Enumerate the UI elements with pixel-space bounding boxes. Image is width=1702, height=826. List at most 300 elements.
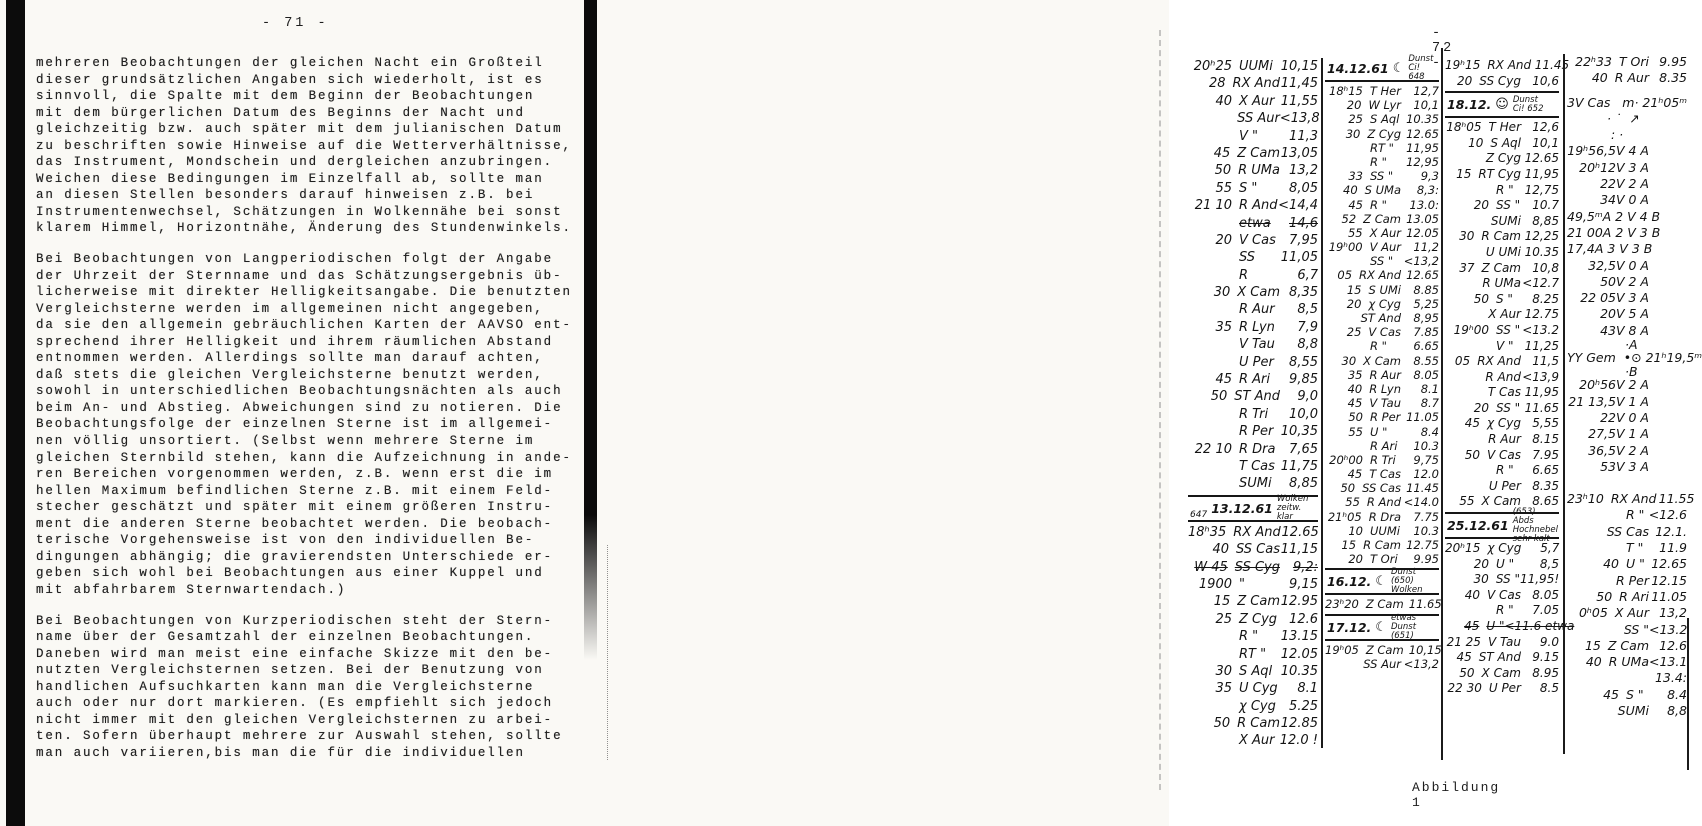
- obs-star: R Ari: [1370, 438, 1398, 453]
- observation-row: [1188, 715, 1318, 732]
- obs-star: χ Cyg: [1486, 416, 1521, 431]
- obs-mag: 8.05: [1413, 367, 1439, 382]
- observation-row: [1188, 593, 1318, 610]
- text-line: geben sich wohl bei Beobachtungen aus einer Kuppel und: [36, 566, 544, 581]
- obs-star: W Lyr: [1368, 98, 1401, 113]
- sketch-note: : ·: [1607, 127, 1624, 143]
- obs-mag: 8.15: [1532, 432, 1559, 447]
- obs-mag: <13.2: [1522, 322, 1559, 337]
- obs-mag: 11,25: [1524, 338, 1559, 353]
- obs-mag: 13.05: [1406, 211, 1439, 226]
- obs-star: V 0 A: [1615, 409, 1649, 425]
- obs-star: R And: [1366, 495, 1401, 510]
- observation-row: [1445, 416, 1559, 432]
- obs-time: 19ʰ05: [1325, 642, 1359, 657]
- observation-row: [1567, 241, 1687, 257]
- obs-time: 55: [1347, 225, 1363, 240]
- obs-star: SUMi: [1490, 213, 1521, 228]
- obs-time: 15: [1213, 594, 1231, 610]
- obs-time: 15: [1341, 538, 1357, 552]
- obs-mag: 9.95: [1413, 552, 1439, 567]
- obs-mag: 10,35: [1280, 424, 1318, 440]
- obs-star: V 3 A: [1615, 290, 1649, 306]
- obs-mag: 10.3: [1413, 523, 1439, 538]
- column-divider: [1321, 58, 1323, 748]
- left-page: [0, 0, 584, 826]
- observation-row: [1445, 541, 1559, 557]
- obs-star: X Cam: [1481, 494, 1521, 509]
- obs-star: T Cas: [1239, 458, 1275, 474]
- obs-star: S Aql: [1239, 663, 1273, 679]
- obs-mag: 8,8: [1297, 337, 1318, 353]
- obs-column-4: [1567, 54, 1702, 719]
- obs-star: Z Cyg: [1367, 126, 1401, 141]
- obs-mag: 9,0: [1297, 389, 1318, 405]
- obs-mag: 12,75: [1524, 182, 1559, 197]
- observation-row: [1567, 306, 1687, 322]
- observation-row: [1445, 588, 1559, 604]
- obs-star: U ": [1626, 556, 1645, 572]
- obs-time: 55: [1459, 494, 1475, 509]
- obs-star: R ": [1496, 603, 1514, 618]
- obs-star: X Aur: [1614, 605, 1649, 621]
- sketch-note: 3V Cas m· 21ʰ05ᵐ: [1567, 94, 1688, 110]
- text-line: sowohl in unterschiedlichen Beobachtungsnächten als auch: [36, 384, 563, 399]
- obs-time: 20: [1473, 198, 1489, 213]
- text-line: mehreren Beobachtungen der gleichen Nacht ein Großteil: [36, 56, 544, 70]
- obs-mag: 8.7: [1420, 396, 1439, 411]
- column-divider: [1563, 54, 1565, 754]
- obs-mag: 12.75: [1406, 538, 1439, 552]
- obs-time: 23ʰ10: [1567, 491, 1604, 507]
- obs-mag: <12.7: [1522, 276, 1559, 291]
- observation-row: [1445, 479, 1559, 495]
- obs-time: 40: [1215, 93, 1232, 109]
- observation-row: [1567, 654, 1687, 670]
- text-line: Beobachtungsfolge der einzelnen Sterne ist im allgemei-: [36, 417, 554, 432]
- observation-row: [1445, 261, 1559, 277]
- text-line: nutzten Vergleichsternen setzen. Bei der Benutzung von: [36, 663, 544, 678]
- observation-row: [1188, 336, 1318, 353]
- observation-row: [1567, 394, 1687, 410]
- obs-star: R Ari: [1619, 588, 1649, 604]
- observation-row: [1445, 650, 1559, 666]
- sketch-note: ·B: [1625, 364, 1638, 380]
- obs-mag: 11.45: [1534, 58, 1570, 72]
- observation-row: [1445, 603, 1559, 619]
- obs-time: 30: [1341, 353, 1357, 368]
- text-line: sprechend ihrer Helligkeit und ihrem räumlichen Abstand: [36, 334, 554, 349]
- weather-note: [1408, 55, 1437, 82]
- obs-star: V 2 A: [1615, 377, 1649, 393]
- obs-mag: 12.65: [1406, 126, 1439, 141]
- obs-mag: 11.05: [1406, 410, 1439, 425]
- observation-row: [1567, 290, 1687, 306]
- obs-star: X Aur: [1239, 93, 1275, 109]
- text-line: mit dem bürgerlichen Datum des Beginns der Nacht und: [36, 105, 525, 120]
- observation-row: [1188, 249, 1318, 266]
- obs-mag: 6.65: [1532, 463, 1559, 478]
- date-header: [1325, 614, 1439, 641]
- obs-time: 43: [1600, 322, 1616, 338]
- obs-time: 55: [1215, 180, 1232, 196]
- obs-mag: 10.3: [1413, 438, 1439, 453]
- obs-mag: 11,05: [1280, 250, 1318, 266]
- obs-star: V 2 A: [1615, 273, 1649, 289]
- observation-row: [1188, 541, 1318, 558]
- weather-note: [1277, 495, 1316, 522]
- obs-time: 55: [1345, 495, 1360, 510]
- observation-row: [1325, 354, 1439, 368]
- observation-row: [1445, 245, 1559, 261]
- observation-row: [1445, 120, 1559, 136]
- observation-row: [1445, 681, 1559, 697]
- observation-row: [1188, 406, 1318, 423]
- observation-row: [1325, 439, 1439, 453]
- obs-mag: <13,9: [1522, 369, 1559, 384]
- text-line: terische Vorgehensweise ist von den individuellen Be-: [36, 533, 535, 548]
- obs-star: T ": [1626, 540, 1644, 556]
- obs-time: 45: [1456, 650, 1472, 665]
- weather-note: [1391, 614, 1437, 641]
- text-line: da sie den allgemein gebräuchlichen Karten der AAVSO ent-: [36, 318, 572, 333]
- observation-row: [1567, 540, 1687, 556]
- observation-row: [1325, 524, 1439, 538]
- obs-time: 22: [1600, 176, 1616, 192]
- obs-mag: 12.65: [1406, 268, 1439, 283]
- obs-star: S Aql: [1370, 112, 1400, 127]
- obs-time: 18ʰ35: [1188, 524, 1227, 540]
- obs-star: R UMa: [1608, 654, 1649, 670]
- weather-note-line: Dunst: [1408, 54, 1434, 64]
- obs-time: 52: [1341, 211, 1357, 226]
- obs-star: RT Cyg: [1478, 166, 1521, 181]
- obs-column-1: [1188, 58, 1318, 750]
- observation-row: [1188, 180, 1318, 197]
- obs-time: 45: [1464, 619, 1480, 633]
- obs-star: R Dra: [1239, 441, 1276, 457]
- obs-mag: 11,3: [1289, 128, 1318, 144]
- observation-row: [1567, 670, 1687, 686]
- obs-star: U ": [1496, 556, 1515, 571]
- obs-star: R ": [1239, 629, 1259, 645]
- observation-row: [1325, 396, 1439, 410]
- obs-time: 40: [1347, 381, 1363, 396]
- obs-mag: 10,15: [1280, 59, 1318, 74]
- obs-time: 45: [1347, 467, 1363, 482]
- obs-star: T Cas: [1369, 467, 1401, 482]
- date-text: 16.12.: [1327, 574, 1372, 590]
- obs-time: 22: [1600, 409, 1616, 425]
- obs-star: UUMi: [1239, 59, 1273, 74]
- obs-star: SS Cas: [1606, 523, 1649, 539]
- obs-time: 20: [1348, 552, 1363, 567]
- obs-star: RT ": [1239, 646, 1267, 662]
- obs-star: R Aur: [1614, 70, 1649, 86]
- observation-row: [1567, 160, 1687, 176]
- observation-row: [1325, 84, 1439, 98]
- obs-star: SS ": [1370, 169, 1394, 184]
- observation-row: [1325, 467, 1439, 481]
- date-text: 17.12.: [1327, 619, 1372, 635]
- obs-mag: 7.85: [1413, 325, 1439, 340]
- obs-mag: 8.35: [1532, 478, 1559, 493]
- obs-mag: <13,2: [1403, 656, 1439, 671]
- text-line: Vergleichsterne werden im allgemeinen nicht angegeben,: [36, 301, 544, 316]
- observation-row: [1325, 311, 1439, 325]
- obs-star: R Per: [1239, 424, 1274, 440]
- text-line: Weichen diese Bedingungen im Einzelfall ab, sollte man: [36, 171, 544, 186]
- obs-star: T Cas: [1487, 385, 1521, 400]
- date-header: [1188, 495, 1318, 522]
- observation-row: [1567, 176, 1687, 192]
- obs-star: S ": [1626, 686, 1644, 702]
- obs-time: 19ʰ00: [1453, 322, 1489, 337]
- obs-star: V 0 A: [1615, 257, 1649, 273]
- page-72-number: - 72 -: [1432, 26, 1455, 71]
- obs-star: T Ori: [1370, 552, 1398, 567]
- obs-time: 35: [1215, 681, 1232, 697]
- obs-mag: 12.85: [1280, 716, 1318, 732]
- text-line: licherweise mit direkter Helligkeitsangabe. Die benutzten: [36, 285, 572, 300]
- obs-time: 21 00: [1567, 224, 1603, 240]
- text-line: ment die anderen Sterne beobachtet werden. Die beobach-: [36, 516, 554, 531]
- obs-star: SS ": [1370, 254, 1394, 269]
- obs-mag: 12.65: [1651, 556, 1687, 572]
- obs-mag: 8,55: [1289, 354, 1318, 370]
- obs-mag: 9.95: [1659, 54, 1687, 69]
- obs-time: 30: [1345, 126, 1361, 141]
- observation-row: [1325, 657, 1439, 671]
- obs-mag: 7,65: [1289, 441, 1318, 457]
- obs-time: 20: [1473, 400, 1489, 415]
- obs-time: 30: [1215, 663, 1232, 679]
- observation-row: [1325, 127, 1439, 141]
- obs-time: 22 10: [1194, 441, 1232, 457]
- obs-mag: <14,4: [1278, 198, 1318, 214]
- obs-star: X Aur: [1369, 225, 1401, 240]
- obs-mag: 13.4:: [1654, 670, 1687, 686]
- observation-row: [1188, 475, 1318, 492]
- obs-mag: 10,15: [1408, 642, 1442, 657]
- obs-star: RX And: [1233, 524, 1281, 540]
- obs-star: ": [1239, 576, 1245, 592]
- observation-row: [1325, 212, 1439, 226]
- observation-row: [1325, 268, 1439, 282]
- text-line: der Uhrzeit der Sternname und das Schätzungsergebnis üb-: [36, 268, 563, 283]
- obs-time: 21 13,5: [1568, 393, 1616, 409]
- obs-star: R Aur: [1239, 302, 1275, 318]
- date-text: 18.12.: [1447, 97, 1492, 113]
- obs-mag: 8,8: [1667, 702, 1687, 718]
- obs-star: X Cam: [1363, 353, 1401, 368]
- observation-row: [1325, 112, 1439, 126]
- obs-star: R ": [1496, 463, 1514, 478]
- obs-mag: 10,8: [1532, 260, 1559, 275]
- obs-mag: <12.6: [1648, 507, 1687, 523]
- observation-row: [1188, 110, 1318, 127]
- obs-star: SS ": [1495, 572, 1520, 587]
- obs-star: SUMi: [1239, 476, 1272, 492]
- observation-row: [1567, 258, 1687, 274]
- obs-mag: 9,3: [1420, 169, 1439, 184]
- date-header: [1445, 506, 1559, 544]
- observation-row: [1567, 524, 1687, 540]
- observation-row: [1325, 226, 1439, 240]
- observation-row: [1188, 458, 1318, 475]
- obs-mag: 12,25: [1524, 229, 1559, 244]
- observation-row: [1188, 559, 1318, 576]
- obs-mag: 11,95: [1406, 140, 1439, 155]
- obs-star: R: [1239, 267, 1249, 283]
- observation-row: [1445, 229, 1559, 245]
- obs-star: A 3 V 3 B: [1594, 241, 1653, 257]
- obs-star: R And: [1485, 369, 1521, 384]
- paragraph: [36, 614, 592, 763]
- observation-row: [1325, 283, 1439, 297]
- obs-star: R Aur: [1488, 432, 1521, 447]
- observation-row: [1567, 638, 1687, 654]
- text-line: gleichen Sternbild stehen, kann die Aufzeichnung in ande-: [36, 450, 572, 465]
- moon-icon: ☾: [1392, 61, 1405, 76]
- obs-star: U Per: [1488, 681, 1521, 696]
- obs-star: S UMa: [1364, 183, 1401, 198]
- obs-mag: 12.65: [1524, 151, 1559, 166]
- obs-mag: 8,85: [1289, 476, 1318, 492]
- observation-row: [1445, 214, 1559, 230]
- observation-row: [1445, 339, 1559, 355]
- obs-star: V ": [1496, 338, 1514, 353]
- obs-star: X Aur: [1488, 307, 1521, 322]
- obs-mag: <13,2: [1403, 254, 1439, 269]
- obs-mag: 11,55: [1280, 93, 1318, 109]
- obs-star: R Per: [1370, 410, 1401, 425]
- obs-mag: 8.65: [1532, 494, 1559, 509]
- obs-star: ST And: [1360, 311, 1401, 325]
- obs-star: R Tri: [1370, 452, 1396, 467]
- obs-mag: 12.05: [1406, 225, 1439, 240]
- text-line: daß stets die gleichen Vergleichsterne benutzt werden,: [36, 367, 544, 382]
- observation-row: [1445, 167, 1559, 183]
- observation-row: [1325, 552, 1439, 566]
- observation-row: [1445, 307, 1559, 323]
- obs-mag: 7.95: [1532, 447, 1559, 462]
- observation-row: [1188, 75, 1318, 92]
- observation-row: [1445, 183, 1559, 199]
- observation-row: [1445, 74, 1559, 90]
- observation-row: [1188, 524, 1318, 541]
- obs-time: 33: [1348, 169, 1363, 184]
- obs-star: R Aur: [1369, 367, 1401, 382]
- obs-mag: 7,9: [1297, 319, 1318, 335]
- observation-row: [1188, 215, 1318, 232]
- obs-time: 50: [1213, 716, 1231, 732]
- observation-row: [1188, 354, 1318, 371]
- obs-time: 20ʰ00: [1329, 452, 1363, 467]
- obs-mag: 10,1: [1532, 135, 1559, 150]
- obs-star: R ": [1496, 182, 1514, 197]
- obs-mag: 11.9: [1659, 540, 1687, 556]
- observation-row: [1188, 680, 1318, 697]
- obs-mag: 11,15: [1280, 542, 1318, 558]
- obs-star: SS Cas: [1362, 481, 1401, 496]
- obs-star: V 0 A: [1615, 192, 1649, 208]
- obs-mag: 5.25: [1289, 698, 1318, 714]
- observation-row: [1188, 301, 1318, 318]
- text-line: an diesen Stellen besonders darauf hinweisen z.B. bei: [36, 188, 535, 203]
- text-line: nicht immer mit den gleichen Vergleichsternen zu arbei-: [36, 712, 554, 727]
- obs-mag: 8.55: [1413, 353, 1439, 368]
- obs-star: V 5 A: [1615, 306, 1649, 322]
- observation-row: [1445, 432, 1559, 448]
- obs-star: V 2 A: [1615, 442, 1649, 458]
- obs-mag: 12.05: [1280, 646, 1318, 662]
- obs-star: V Tau: [1487, 634, 1521, 649]
- text-line: hellen Maximum befindlichen Sterne z.B. mit einem Feld-: [36, 483, 554, 498]
- observation-row: [1325, 368, 1439, 382]
- observation-row: [1445, 151, 1559, 167]
- obs-time: 35: [1347, 367, 1363, 382]
- observation-row: [1325, 642, 1442, 657]
- observation-row: [1188, 319, 1318, 336]
- log-number: 647: [1190, 509, 1208, 520]
- observation-row: [1445, 666, 1559, 682]
- observation-row: [1445, 448, 1559, 464]
- obs-star: Z Cam: [1237, 594, 1280, 610]
- observation-row: [1445, 463, 1559, 479]
- moon-icon: ☾: [1375, 619, 1387, 635]
- obs-mag: 6.65: [1413, 339, 1439, 354]
- obs-time: 20ʰ56: [1579, 377, 1616, 393]
- sketch-note: YY Gem •⊙ 21ʰ19,5ᵐ: [1567, 350, 1702, 366]
- obs-mag: 9,2:: [1292, 559, 1318, 575]
- observation-row: [1567, 703, 1687, 719]
- obs-time: 32,5: [1588, 257, 1616, 273]
- obs-time: 25: [1348, 112, 1363, 127]
- obs-star: SS ": [1623, 621, 1649, 637]
- obs-star: S ": [1496, 291, 1513, 306]
- observation-row: [1567, 507, 1687, 523]
- obs-mag: 12.6: [1289, 611, 1318, 627]
- obs-mag: 7,95: [1289, 232, 1318, 248]
- observation-row: [1567, 589, 1687, 605]
- obs-mag: 10.35: [1406, 112, 1439, 127]
- obs-star: SUMi: [1617, 702, 1649, 718]
- obs-star: RX And: [1487, 58, 1532, 72]
- obs-time: 22 05: [1580, 290, 1616, 306]
- text-line: Bei Beobachtungen von Langperiodischen folgt der Angabe: [36, 252, 554, 267]
- observation-row: [1567, 70, 1687, 86]
- obs-time: 0ʰ05: [1578, 605, 1608, 621]
- observation-row: [1445, 198, 1559, 214]
- obs-star: Z Cam: [1481, 260, 1521, 275]
- observation-row: [1188, 93, 1318, 110]
- obs-star: R Cam: [1481, 229, 1521, 244]
- obs-star: V Cas: [1239, 232, 1276, 248]
- column-divider: [1441, 48, 1443, 760]
- obs-time: 10: [1348, 523, 1363, 538]
- obs-mag: 11.05: [1651, 588, 1687, 604]
- observation-row: [1325, 183, 1439, 197]
- obs-star: Z Cam: [1237, 145, 1280, 161]
- obs-time: 05: [1337, 268, 1353, 283]
- obs-star: R Per: [1615, 572, 1649, 588]
- observation-row: [1325, 425, 1439, 439]
- observation-row: [1188, 162, 1318, 179]
- observation-row: [1188, 628, 1318, 645]
- obs-star: SS Cas: [1236, 542, 1280, 558]
- observation-row: [1325, 98, 1439, 112]
